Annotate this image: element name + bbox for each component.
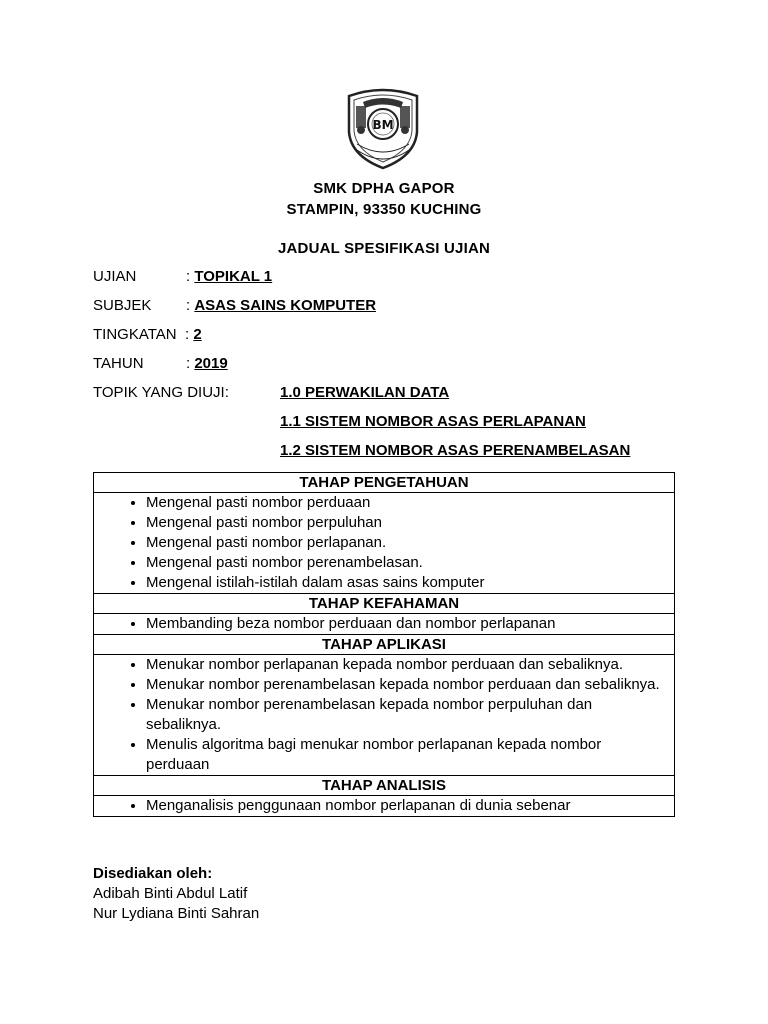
topic-line-3: 1.2 SISTEM NOMBOR ASAS PERENAMBELASAN [280,442,631,459]
list-item: • Menganalisis penggunaan nombor perlapanan di dunia sebenar [146,796,668,816]
list-item: • Mengenal pasti nombor perduaan [146,493,668,513]
field-tahun-value: 2019 [194,355,228,372]
list-item: • Mengenal pasti nombor perlapanan. [146,533,668,553]
list-item: • Membanding beza nombor perduaan dan nombor perlapanan [146,614,668,634]
field-subjek-label: SUBJEK [93,297,152,314]
list-item: • Menulis algoritma bagi menukar nombor perlapanan kepada nombor perduaan [146,735,668,775]
list-item: • Mengenal pasti nombor perpuluhan [146,513,668,533]
document-title: JADUAL SPESIFIKASI UJIAN [277,240,491,257]
field-ujian-value: TOPIKAL 1 [194,268,273,285]
crest-emblem: BM [372,118,394,132]
list-item: • Menukar nombor perlapanan kepada nombor perduaan dan sebaliknya. [146,655,668,675]
prepared-by-label: Disediakan oleh: [93,865,213,882]
section-title-pengetahuan: TAHAP PENGETAHUAN [94,473,675,493]
section-items-pengetahuan [94,493,674,593]
list-item: • Menukar nombor perenambelasan kepada nombor perduaan dan sebaliknya. [146,675,668,695]
section-title-kefahaman: TAHAP KEFAHAMAN [94,594,675,614]
topic-line-1: 1.0 PERWAKILAN DATA [280,384,450,401]
specification-table [93,472,675,817]
topic-line-2: 1.1 SISTEM NOMBOR ASAS PERLAPANAN [280,413,586,430]
field-subjek-value: ASAS SAINS KOMPUTER [194,297,377,314]
preparer-name: Nur Lydiana Binti Sahran [93,905,260,922]
list-item: • Menukar nombor perenambelasan kepada nombor perpuluhan dan sebaliknya. [146,695,668,735]
school-address: STAMPIN, 93350 KUCHING [286,201,482,218]
section-items-analisis [94,796,674,816]
field-ujian-label: UJIAN [93,268,137,285]
field-tingkatan-value: 2 [193,326,202,343]
section-items-aplikasi [94,655,674,775]
section-title-aplikasi: TAHAP APLIKASI [94,635,675,655]
preparer-name: Adibah Binti Abdul Latif [93,885,248,902]
school-name: SMK DPHA GAPOR [313,180,455,197]
list-item: • Mengenal pasti nombor perenambelasan. [146,553,668,573]
field-tingkatan-label: TINGKATAN [93,326,177,343]
list-item: • Mengenal istilah-istilah dalam asas sains komputer [146,573,668,593]
field-topik-label: TOPIK YANG DIUJI [93,384,225,401]
section-title-analisis: TAHAP ANALISIS [94,776,675,796]
section-items-kefahaman [94,614,674,634]
field-tahun-label: TAHUN [93,355,144,372]
prepared-by [93,864,259,924]
school-crest-icon [343,86,423,170]
